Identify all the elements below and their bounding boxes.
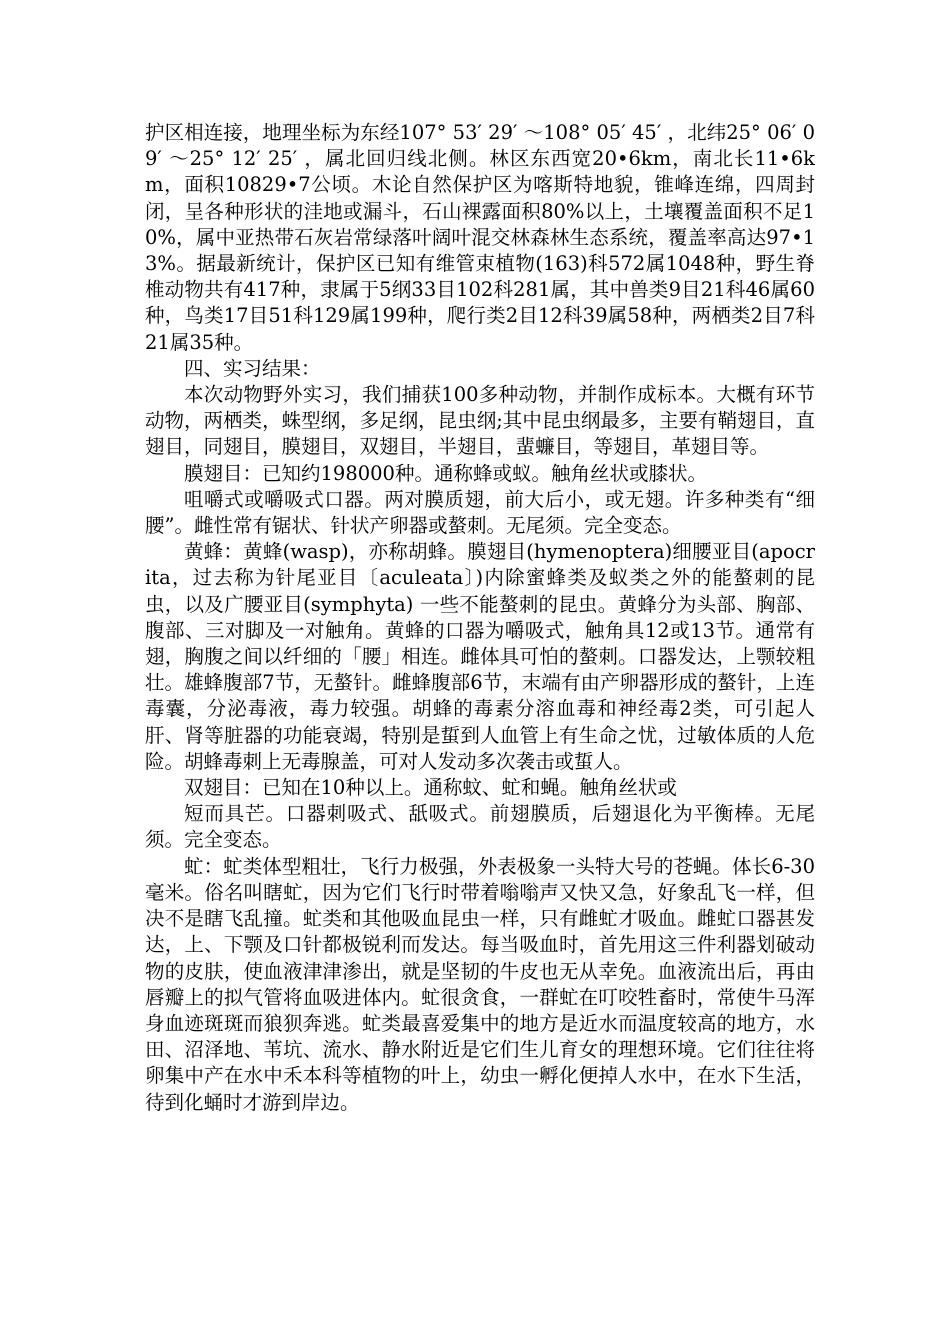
paragraph-horsefly: 虻：虻类体型粗壮，飞行力极强，外表极象一头特大号的苍蝇。体长6-30毫米。俗名叫瞎虻，因为它们飞行时带着嗡嗡声又快又急，好象乱飞一样，但决不是瞎飞乱撞。虻类和其他吸血昆虫一样，只有雌虻才吸血。雌虻口器甚发达，上、下颚及口针都极锐利而发达。每当吸血时，首先用这三件利器划破动物的皮肤，使血液津津渗出，就是坚韧的牛皮也无从幸免。血液流出后，再由唇瓣上的拟气管将血吸进体内。虻很贪食，一群虻在叮咬牲畜时，常使牛马浑身血迹斑斑而狼狈奔逃。虻类最喜爱集中的地方是近水而温度较高的地方，水田、沼泽地、苇坑、流水、静水附近是它们生儿育女的理想环境。它们往往将卵集中产在水中禾本科等植物的叶上，幼虫一孵化便掉人水中，在水下生活，待到化蛹时才游到岸边。 bbox=[145, 854, 815, 1114]
paragraph-diptera-intro: 双翅目：已知在10种以上。通称蚊、虻和蝇。触角丝状或 bbox=[184, 776, 677, 800]
paragraph-specimen-summary: 本次动物野外实习，我们捕获100多种动物，并制作成标本。大概有环节动物，两栖类，蛛型纲，多足纲，昆虫纲;其中昆虫纲最多，主要有鞘翅目，直翅目，同翅目，膜翅目，双翅目，半翅目，蜚蠊目，等翅目，革翅目等。 bbox=[145, 383, 815, 459]
paragraph-diptera-traits: 短而具芒。口器刺吸式、舐吸式。前翅膜质，后翅退化为平衡棒。无尾须。完全变态。 bbox=[145, 802, 815, 852]
paragraph-wasp: 黄蜂：黄蜂(wasp)，亦称胡蜂。膜翅目(hymenoptera)细腰亚目(apocrita，过去称为针尾亚目〔aculeata〕)内除蜜蜂类及蚁类之外的能螯刺的昆虫，以及广腰亚目(symphyta) 一些不能螯刺的昆虫。黄蜂分为头部、胸部、腹部、三对脚及一对触角。黄蜂的口器为嚼吸式，触角具12或13节。通常有翅，胸腹之间以纤细的「腰」相连。雌体具可怕的螯刺。口器发达，上颚较粗壮。雄蜂腹部7节，无螯针。雌蜂腹部6节，末端有由产卵器形成的螯针，上连毒囊，分泌毒液，毒力较强。胡蜂的毒素分溶血毒和神经毒2类，可引起人肝、肾等脏器的功能衰竭，特别是蜇到人血管上有生命之忧，过敏体质的人危险。胡蜂毒刺上无毒腺盖，可对人发动多次袭击或蜇人。 bbox=[145, 540, 815, 773]
paragraph-hymenoptera-intro: 膜翅目：已知约198000种。通称蜂或蚁。触角丝状或膝状。 bbox=[184, 461, 707, 485]
document-body bbox=[145, 120, 815, 1116]
paragraph-hymenoptera-traits: 咀嚼式或嚼吸式口器。两对膜质翅，前大后小，或无翅。许多种类有“细腰”。雌性常有锯状、针状产卵器或螯刺。无尾须。完全变态。 bbox=[145, 487, 815, 538]
section-heading-results: 四、实习结果： bbox=[184, 356, 321, 380]
paragraph-reserve-overview: 护区相连接，地理坐标为东经107° 53′ 29′ ～108° 05′ 45′ ，北纬25° 06′ 09′ ～25° 12′ 25′ ，属北回归线北侧。林区东西宽20•6km，南北长11•6km，面积10829•7公顷。木论自然保护区为喀斯特地貌，锥峰连绵，四周封闭，呈各种形状的洼地或漏斗，石山裸露面积80%以上，土壤覆盖面积不足10%，属中亚热带石灰岩常绿落叶阔叶混交林森林生态系统，覆盖率高达97•13%。据最新统计，保护区已知有维管束植物(163)科572属1048种，野生脊椎动物共有417种，隶属于5纲33目102科281属，其中兽类9目21科46属60种，鸟类17目51科129属199种，爬行类2目12科39属58种，两栖类2目7科21属35种。 bbox=[145, 121, 815, 354]
